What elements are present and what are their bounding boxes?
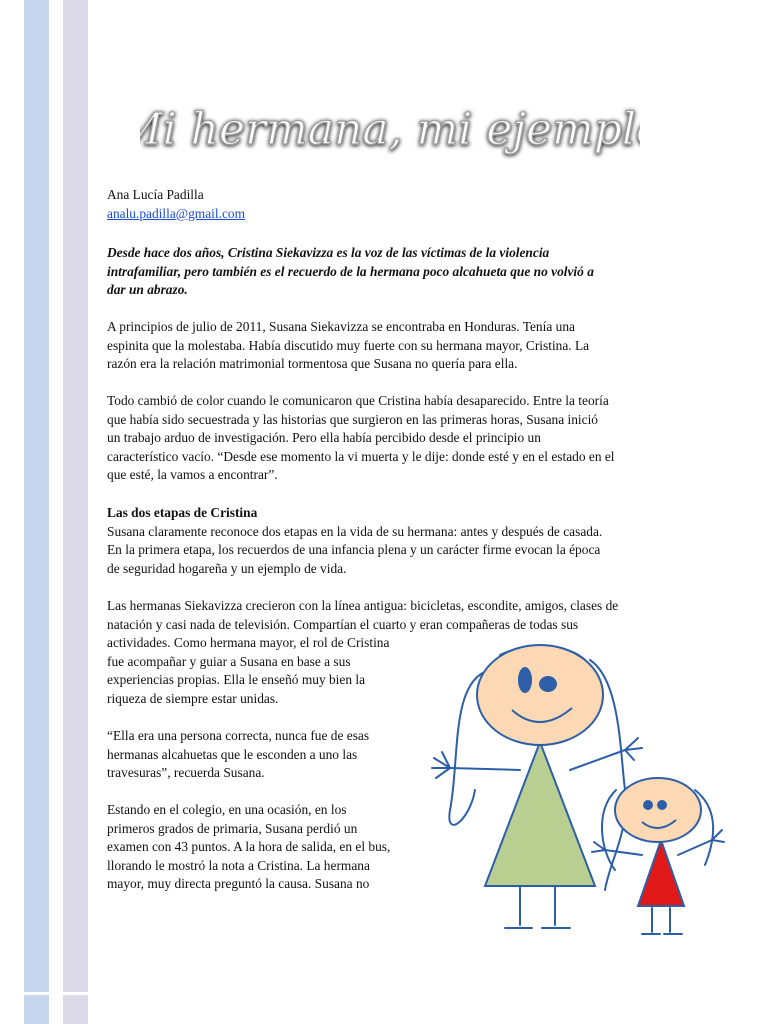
body-line: un trabajo arduo de investigación. Pero ella había percibido desde el principio un [107, 430, 541, 446]
author-block [107, 186, 707, 223]
section-heading: Las dos etapas de Cristina [107, 505, 258, 520]
author-email-link[interactable]: analu.padilla@gmail.com [107, 205, 246, 221]
body-line: llorando le mostró la nota a Cristina. La hermana [107, 857, 370, 873]
sisters-illustration [420, 640, 750, 940]
small-sister-head [615, 778, 701, 842]
lead-line: intrafamiliar, pero también es el recuerdo de la hermana poco alcahueta que no volvió a [107, 263, 594, 279]
paragraph-6 [107, 801, 427, 894]
body-line: Susana claramente reconoce dos etapas en la vida de su hermana: antes y después de casada. [107, 523, 603, 539]
lead-paragraph [107, 244, 727, 300]
author-name: Ana Lucía Padilla [107, 187, 204, 202]
paragraph-5 [107, 727, 427, 783]
body-line: de seguridad hogareña y un ejemplo de vida. [107, 560, 347, 576]
body-line: actividades. Como hermana mayor, el rol de Cristina [107, 635, 390, 651]
body-line: fue acompañar y guiar a Susana en base a sus [107, 653, 351, 669]
body-line: razón era la relación matrimonial tormentosa que Susana no quería para ella. [107, 356, 518, 372]
lead-line: dar un abrazo. [107, 282, 188, 298]
paragraph-3 [107, 504, 727, 578]
title-lettering [140, 100, 640, 160]
body-line: experiencias propias. Ella le enseñó muy bien la [107, 672, 366, 688]
body-line: natación y casi nada de televisión. Compartían el cuarto y eran compañeras de todas sus [107, 616, 579, 632]
body-line: Las hermanas Siekavizza crecieron con la línea antigua: bicicletas, escondite, amigos, clases de [107, 598, 619, 613]
body-line: riqueza de siempre estar unidas. [107, 690, 279, 706]
body-line: “Ella era una persona correcta, nunca fue de esas [107, 728, 370, 743]
big-sister-head [477, 645, 603, 745]
body-line: Estando en el colegio, en una ocasión, en los [107, 802, 347, 817]
decorative-bar-right [63, 0, 88, 1024]
body-line: que esté, la vamos a encontrar”. [107, 467, 278, 483]
body-line: En la primera etapa, los recuerdos de una infancia plena y un carácter firme evocan la época [107, 542, 601, 558]
body-line: hermanas alcahuetas que le esconden a uno las [107, 746, 358, 762]
paragraph-2 [107, 392, 727, 485]
decorative-bar-left [24, 0, 49, 1024]
body-line: A principios de julio de 2011, Susana Siekavizza se encontraba en Honduras. Tenía una [107, 319, 575, 334]
body-line: Todo cambió de color cuando le comunicaron que Cristina había desaparecido. Entre la teoría [107, 393, 609, 408]
big-sister-dress [485, 742, 595, 886]
body-line: travesuras”, recuerda Susana. [107, 765, 265, 781]
document-title [140, 100, 640, 160]
title-text: Mi hermana, mi ejemplo [140, 104, 640, 155]
lead-line: Desde hace dos años, Cristina Siekavizza es la voz de las víctimas de la violencia [107, 245, 550, 260]
body-line: mayor, muy directa preguntó la causa. Susana no [107, 876, 370, 892]
body-line: examen con 43 puntos. A la hora de salida, en el bus, [107, 839, 391, 855]
body-line: característico vacío. “Desde ese momento la vi muerta y le dije: donde esté y en el estado en el [107, 448, 615, 464]
two-sisters-drawing [420, 640, 750, 940]
small-sister-dress [638, 840, 684, 906]
paragraph-1 [107, 318, 727, 374]
body-line: primeros grados de primaria, Susana perdió un [107, 820, 358, 836]
body-line: espinita que la molestaba. Había discutido muy fuerte con su hermana mayor, Cristina. La [107, 337, 590, 353]
body-line: que había sido secuestrada y las historias que surgieron en las primeras horas, Susana inició [107, 411, 598, 427]
